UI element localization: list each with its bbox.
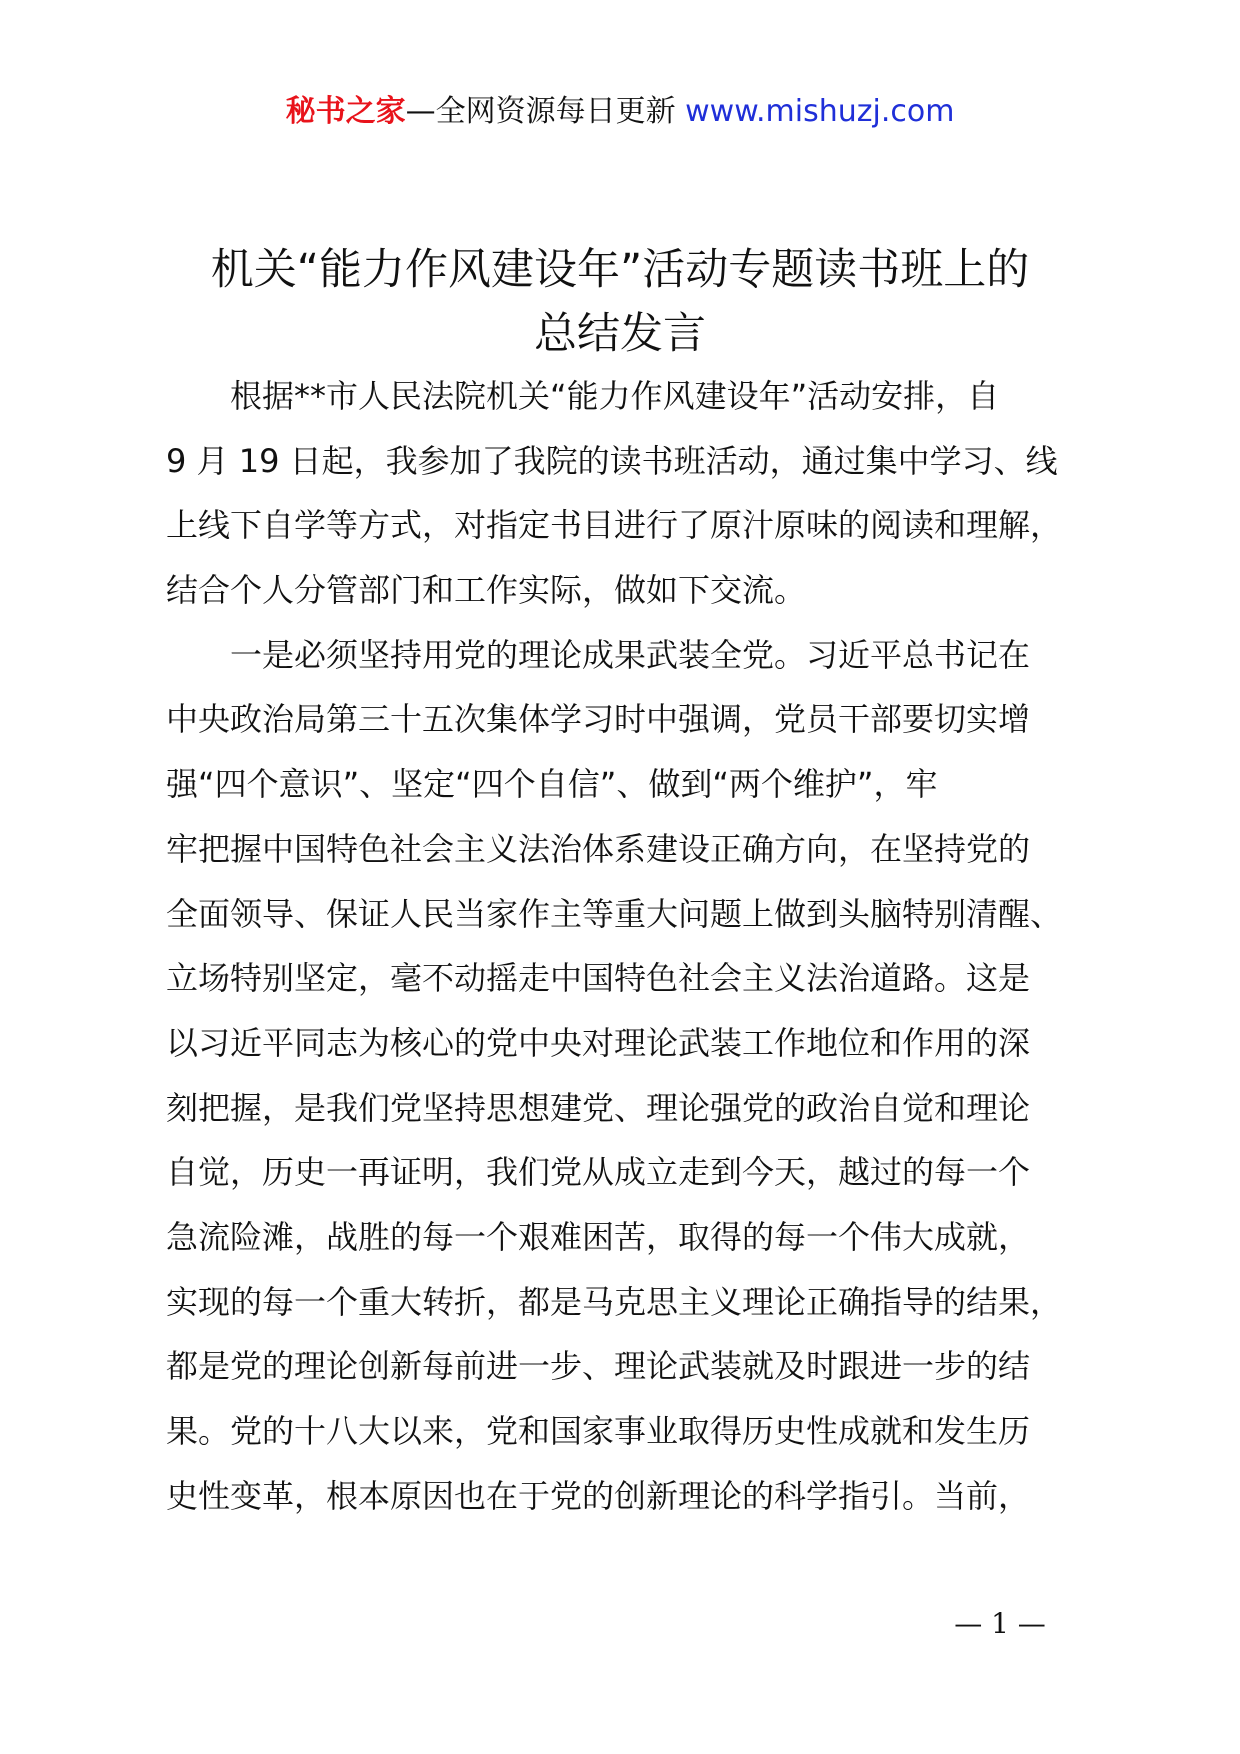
paragraph-line: 牢把握中国特色社会主义法治体系建设正确方向，在坚持党的 [166,829,1031,868]
site-banner [0,92,1240,132]
paragraph-line: 史性变革，根本原因也在于党的创新理论的科学指引。当前， [166,1476,1031,1515]
paragraph-line: 9 月 19 日起，我参加了我院的读书班活动，通过集中学习、线 [166,441,1058,480]
paragraph-line: 强“四个意识”、坚定“四个自信”、做到“两个维护”，牢 [166,765,938,804]
paragraph-line: 结合个人分管部门和工作实际，做如下交流。 [166,571,807,610]
paragraph-line: 一是必须坚持用党的理论成果武装全党。习近平总书记在 [230,635,1031,674]
paragraph-line: 果。党的十八大以来，党和国家事业取得历史性成就和发生历 [166,1412,1031,1450]
paragraph-line: 中央政治局第三十五次集体学习时中强调，党员干部要切实增 [166,700,1031,739]
paragraph-line: 立场特别坚定，毫不动摇走中国特色社会主义法治道路。这是 [166,959,1031,998]
paragraph-line: 自觉，历史一再证明，我们党从成立走到今天，越过的每一个 [166,1153,1031,1192]
paragraph-line: 根据**市人民法院机关“能力作风建设年”活动安排，自 [230,377,1000,415]
paragraph-line: 全面领导、保证人民当家作主等重大问题上做到头脑特别清醒、 [166,894,1063,933]
paragraph-line: 实现的每一个重大转折，都是马克思主义理论正确指导的结果， [166,1282,1063,1321]
title-line: 机关“能力作风建设年”活动专题读书班上的 [210,245,1030,295]
site-brand: 秘书之家 [285,94,406,129]
paragraph-line: 急流险滩，战胜的每一个艰难困苦，取得的每一个伟大成就， [166,1217,1031,1256]
paragraph-line: 刻把握，是我们党坚持思想建党、理论强党的政治自觉和理论 [166,1088,1031,1127]
title-line: 总结发言 [534,309,706,359]
page-number: — 1 — [954,1607,1046,1640]
paragraph-line: 以习近平同志为核心的党中央对理论武装工作地位和作用的深 [166,1023,1031,1062]
paragraph-line: 都是党的理论创新每前进一步、理论武装就及时跟进一步的结 [166,1347,1031,1386]
document-title [140,238,1100,366]
site-url-link[interactable]: www.mishuzj.com [685,94,955,129]
paragraph-line: 上线下自学等方式，对指定书目进行了原汁原味的阅读和理解， [166,506,1063,545]
site-tagline: —全网资源每日更新 [405,94,686,129]
document-body [166,364,1082,1528]
